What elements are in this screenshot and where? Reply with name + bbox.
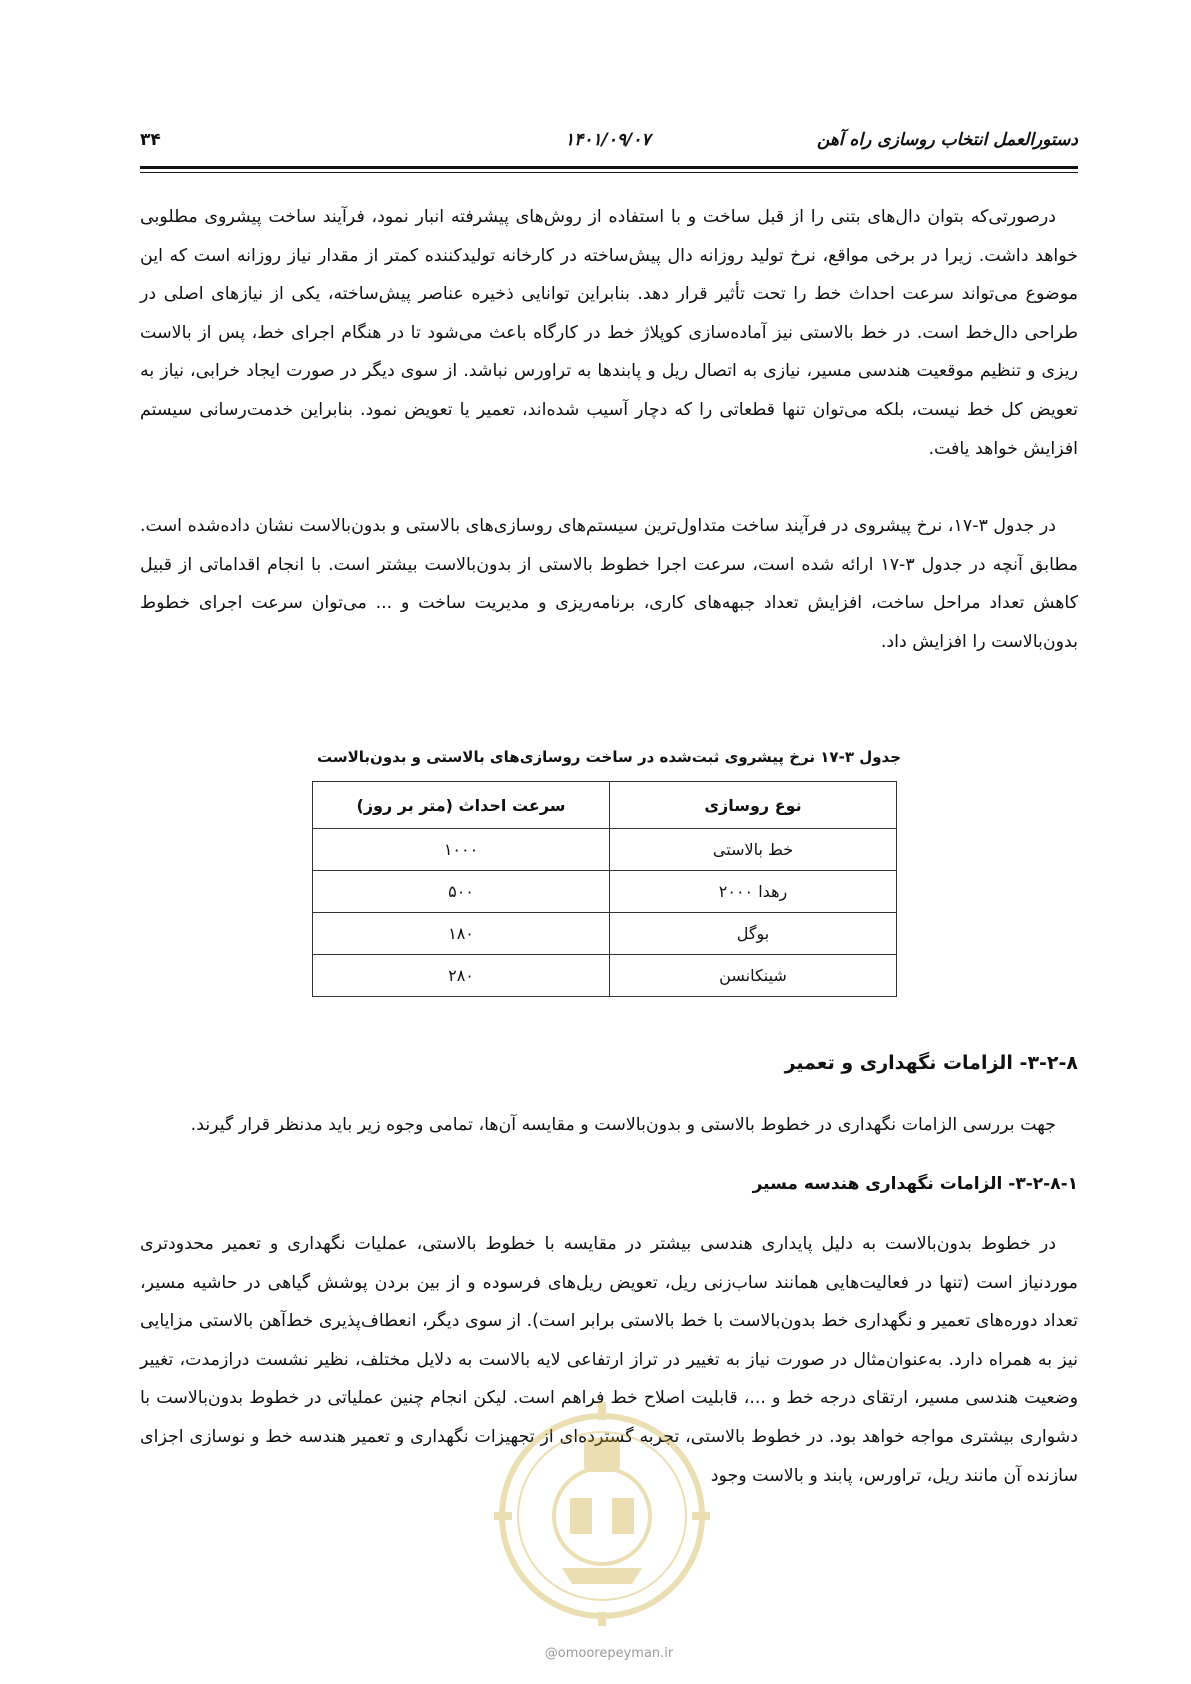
- footer-url: @omoorepeyman.ir: [544, 1646, 674, 1661]
- table-row: [313, 829, 897, 871]
- paragraph-prefab-storage: درصورتی‌که بتوان دال‌های بتنی را از قبل ساخت و با استفاده از روش‌های پیشرفته انبار نمود، فرآیند ساخت پیشروی مطلوبی خواهد داشت. زیرا در برخی مواقع، نرخ تولید روزانه دال پیش‌ساخته در کارخانه تولیدکننده کمتر از مقدار نیاز روزانه است که این موضوع می‌تواند سرعت احداث خط را تحت تأثیر قرار دهد. بنابراین توانایی ذخیره عناصر پیش‌ساخته، یکی از نیازهای اصلی در طراحی دال‌خط است. در خط بالاستی نیز آماده‌سازی کوپلاژ خط در کارگاه باعث می‌شود تا در هنگام اجرای خط، پس از بالاست ریزی و تنظیم موقعیت هندسی مسیر، نیازی به اتصال ریل و پابندها به تراورس نباشد. از سوی دیگر در صورت ایجاد خرابی، نیاز به تعویض کل خط نیست، بلکه می‌توان تنها قطعاتی را که دچار آسیب شده‌اند، تعمیر یا تعویض نمود. بنابراین خدمت‌رسانی سیستم افزایش خواهد یافت.: [140, 207, 1078, 459]
- section-heading-maintenance: ۳-۲-۸- الزامات نگهداری و تعمیر: [784, 1052, 1078, 1074]
- table-row: [313, 955, 897, 997]
- header-rule-thick: [140, 166, 1078, 169]
- cell-speed: ۵۰۰: [313, 871, 610, 913]
- cell-speed: ۱۸۰: [313, 913, 610, 955]
- cell-track-type: خط بالاستی: [610, 829, 897, 871]
- cell-track-type: بوگل: [610, 913, 897, 955]
- subsection-heading-geometry: ۳-۲-۸-۱- الزامات نگهداری هندسه مسیر: [752, 1174, 1078, 1194]
- header-title: دستورالعمل انتخاب روسازی راه آهن: [817, 130, 1078, 150]
- table-row: [313, 913, 897, 955]
- page-number: ۳۴: [140, 130, 161, 150]
- cell-track-type: رهدا ۲۰۰۰: [610, 871, 897, 913]
- cell-speed: ۱۰۰۰: [313, 829, 610, 871]
- paragraph-maintenance-intro: جهت بررسی الزامات نگهداری در خطوط بالاستی و بدون‌بالاست و مقایسه آن‌ها، تمامی وجوه زیر باید مدنظر قرار گیرند.: [190, 1115, 1056, 1135]
- advance-rate-table: [312, 781, 897, 997]
- table-row: [313, 871, 897, 913]
- column-header-speed: سرعت احداث (متر بر روز): [313, 782, 610, 829]
- cell-track-type: شینکانسن: [610, 955, 897, 997]
- table-header-row: [313, 782, 897, 829]
- cell-speed: ۲۸۰: [313, 955, 610, 997]
- header-rule-thin: [140, 172, 1078, 173]
- column-header-track-type: نوع روسازی: [610, 782, 897, 829]
- header-date: ۱۴۰۱/۰۹/۰۷: [565, 130, 651, 150]
- paragraph-advance-rate: در جدول ۳-۱۷، نرخ پیشروی در فرآیند ساخت متداول‌ترین سیستم‌های روسازی‌های بالاستی و بدون‌بالاست نشان داده‌شده است. مطابق آنچه در جدول ۳-۱۷ ارائه شده است، سرعت اجرا خطوط بالاستی از بدون‌بالاست بیشتر است. با انجام اقداماتی از قبیل کاهش تعداد مراحل ساخت، افزایش تعداد جبهه‌های کاری، برنامه‌ریزی و مدیریت ساخت و ... می‌توان سرعت اجرای خطوط بدون‌بالاست را افزایش داد.: [140, 516, 1078, 652]
- table-caption: جدول ۳-۱۷ نرخ پیشروی ثبت‌شده در ساخت روسازی‌های بالاستی و بدون‌بالاست: [316, 748, 902, 766]
- paragraph-geometry-maintenance: در خطوط بدون‌بالاست به دلیل پایداری هندسی بیشتر در مقایسه با خطوط بالاستی، عملیات نگهداری و تعمیر محدودتری موردنیاز است (تنها در فعالیت‌هایی همانند ساب‌زنی ریل، تعویض ریل‌های فرسوده و از بین بردن پوشش گیاهی در حاشیه مسیر، تعداد دوره‌های تعمیر و نگهداری خط بدون‌بالاست با خط بالاستی برابر است). از سوی دیگر، انعطاف‌پذیری خط‌آهن بالاستی مزایایی نیز به همراه دارد. به‌عنوان‌مثال در صورت نیاز به تغییر در تراز ارتفاعی لایه بالاست به دلایل مختلف، نظیر نشست درازمدت، تغییر وضعیت هندسی مسیر، ارتقای درجه خط و ...، قابلیت اصلاح خط فراهم است. لیکن انجام چنین عملیاتی در خطوط بدون‌بالاست با دشواری بیشتری مواجه خواهد بود. در خطوط بالاستی، تجربه گسترده‌ای از تجهیزات نگهداری و تعمیر هندسه خط و نوسازی اجزای سازنده آن مانند ریل، تراورس، پابند و بالاست وجود: [140, 1234, 1078, 1486]
- page-header: [140, 130, 1078, 162]
- seal-icon: [492, 1398, 712, 1628]
- seal-watermark: [492, 1398, 712, 1628]
